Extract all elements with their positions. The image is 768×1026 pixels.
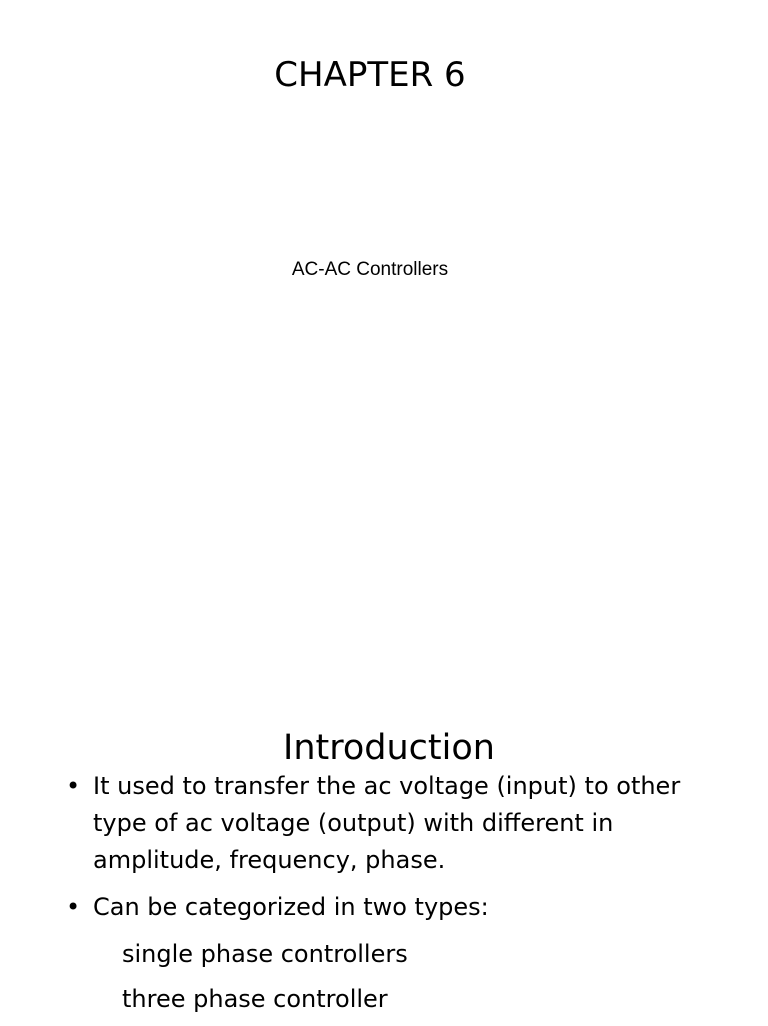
type-item-single-phase: single phase controllers (122, 940, 408, 968)
bullet-marker: • (66, 893, 81, 921)
introduction-slide (0, 700, 768, 1024)
bullet-text: Can be categorized in two types: (93, 893, 489, 921)
chapter-title: CHAPTER 6 (274, 55, 466, 95)
slide-subtitle: AC-AC Controllers (291, 259, 449, 280)
bullet-marker: • (66, 772, 81, 800)
bullet-text: It used to transfer the ac voltage (input) to other type of ac voltage (output) with different in amplitude, frequency, phase. (93, 772, 681, 874)
bullet-item-transfer (60, 768, 740, 879)
bullet-item-types (60, 889, 740, 926)
type-item-three-phase: three phase controller (122, 985, 388, 1013)
introduction-heading: Introduction (283, 728, 495, 768)
bullet-list (60, 768, 740, 1026)
